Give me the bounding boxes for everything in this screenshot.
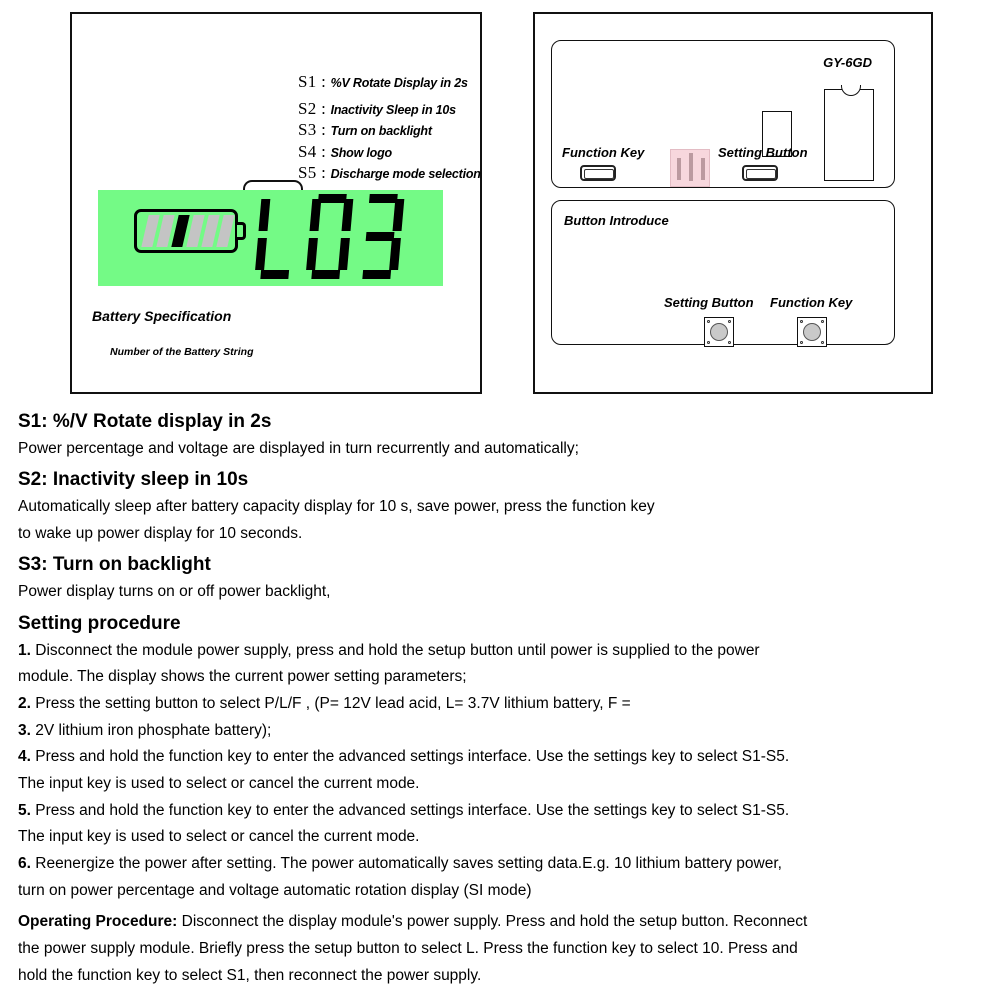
step-3 <box>18 718 986 745</box>
paragraph-s1: Power percentage and voltage are displayed in turn recurrently and automatically; <box>18 439 579 457</box>
operating-procedure-line1: Disconnect the display module's power supply. Press and hold the setup button. Reconnect <box>177 913 808 931</box>
callout-s5-id: S5 : <box>298 163 327 182</box>
setting-button-switch[interactable] <box>704 317 734 347</box>
step-4 <box>18 744 986 771</box>
battery-terminal-cap <box>237 222 246 240</box>
battery-body <box>134 209 238 253</box>
module-function-key-label: Function Key <box>562 145 645 160</box>
callout-s3-id: S3 : <box>298 120 327 139</box>
step-5-cont: The input key is used to select or cancel the current mode. <box>18 828 420 846</box>
step-3-line1: 2V lithium iron phosphate battery); <box>35 721 272 739</box>
paragraph-s3: Power display turns on or off power backlight, <box>18 583 331 601</box>
lcd-digit-0 <box>303 192 355 282</box>
module-model-label: GY-6GD <box>823 55 872 70</box>
lcd-screen <box>98 190 443 286</box>
function-key-switch[interactable] <box>797 317 827 347</box>
callout-s3-text: Turn on backlight <box>330 124 432 138</box>
heading-s3: S3: Turn on backlight <box>18 554 211 576</box>
diagram-area <box>0 0 1000 400</box>
paragraph-s2-line2: to wake up power display for 10 seconds. <box>18 524 303 542</box>
step-2-line1: Press the setting button to select P/L/F , (P= 12V lead acid, L= 3.7V lithium battery, F = <box>35 694 631 712</box>
lcd-digit-group <box>256 192 402 282</box>
module-pink-component <box>670 149 710 187</box>
module-setting-button-connector[interactable] <box>742 165 778 181</box>
step-4-cont: The input key is used to select or cancel the current mode. <box>18 774 420 792</box>
module-setting-button-label: Setting Button <box>718 145 808 160</box>
heading-s2: S2: Inactivity sleep in 10s <box>18 469 249 491</box>
button-introduce-title: Button Introduce <box>564 213 669 228</box>
heading-s1: S1: %/V Rotate display in 2s <box>18 411 272 432</box>
callout-s5 <box>298 163 481 183</box>
step-4-line1: Press and hold the function key to enter the advanced settings interface. Use the settings key to select S1-S5. <box>35 748 790 766</box>
step-6-number: 6. <box>18 854 31 872</box>
step-6-cont: turn on power percentage and voltage automatic rotation display (SI mode) <box>18 881 532 899</box>
operating-procedure-line3: hold the function key to select S1, then reconnect the power supply. <box>18 966 482 984</box>
callout-s2-id: S2 : <box>298 99 327 118</box>
step-2-number: 2. <box>18 694 31 712</box>
operating-procedure <box>18 909 986 936</box>
step-6 <box>18 851 986 878</box>
callout-s2-text: Inactivity Sleep in 10s <box>330 103 456 117</box>
step-4-number: 4. <box>18 748 31 766</box>
callout-s1-id: S1 : <box>298 72 327 91</box>
step-6-line1: Reenergize the power after setting. The power automatically saves setting data.E.g. 10 lithium battery power, <box>35 854 782 872</box>
intro-function-key-label: Function Key <box>770 295 853 310</box>
battery-segment-6 <box>216 215 234 247</box>
lcd-digit-3 <box>354 192 406 282</box>
step-1-number: 1. <box>18 641 31 659</box>
step-5-line1: Press and hold the function key to enter the advanced settings interface. Use the settings key to select S1-S5. <box>35 801 790 819</box>
callout-s1 <box>298 72 468 92</box>
function-key-knob <box>803 323 821 341</box>
step-1-cont: module. The display shows the current power setting parameters; <box>18 668 467 686</box>
step-3-number: 3. <box>18 721 31 739</box>
instructions-body <box>18 404 986 989</box>
step-5-number: 5. <box>18 801 31 819</box>
callout-s1-text: %V Rotate Display in 2s <box>330 76 468 90</box>
operating-procedure-line2: the power supply module. Briefly press the setup button to select L. Press the function key to select 10. Press and <box>18 939 798 957</box>
step-1-line1: Disconnect the module power supply, press and hold the setup button until power is supplied to the power <box>35 641 760 659</box>
paragraph-s2-line1: Automatically sleep after battery capacity display for 10 s, save power, press the function key <box>18 498 655 516</box>
operating-procedure-label: Operating Procedure: <box>18 913 178 931</box>
heading-setting-procedure: Setting procedure <box>18 612 181 634</box>
callout-s2 <box>298 99 456 119</box>
module-function-key-connector[interactable] <box>580 165 616 181</box>
module-panel <box>551 40 895 188</box>
step-2 <box>18 691 986 718</box>
step-1 <box>18 638 986 665</box>
setting-button-knob <box>710 323 728 341</box>
callout-s4-id: S4 : <box>298 142 327 161</box>
callout-s4 <box>298 142 392 162</box>
callout-s5-text: Discharge mode selection <box>330 167 481 181</box>
battery-level-icon <box>134 209 246 253</box>
callout-s3 <box>298 120 432 140</box>
lcd-digit-l <box>252 192 304 282</box>
button-introduce-panel <box>551 200 895 345</box>
label-number-of-battery-string: Number of the Battery String <box>110 346 254 358</box>
module-lcd-outline <box>824 89 874 181</box>
intro-setting-button-label: Setting Button <box>664 295 754 310</box>
step-5 <box>18 798 986 825</box>
label-battery-specification: Battery Specification <box>92 308 232 324</box>
callout-s4-text: Show logo <box>330 146 392 160</box>
